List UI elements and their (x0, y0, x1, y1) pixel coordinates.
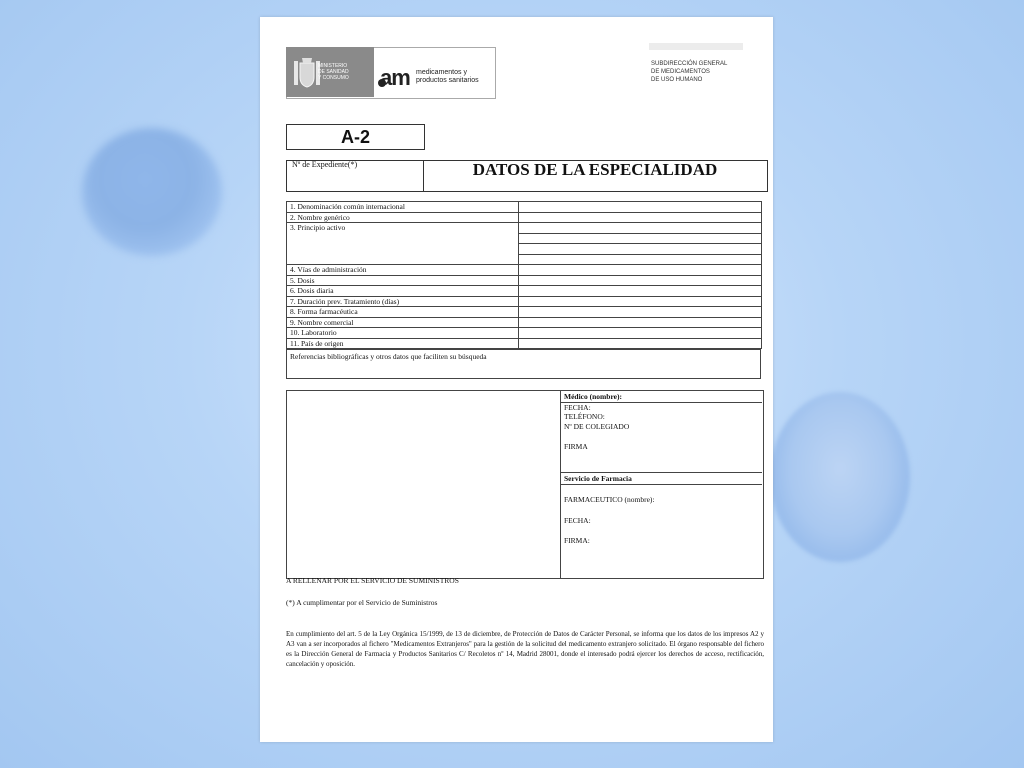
field-value[interactable] (519, 265, 762, 276)
table-row (287, 202, 762, 213)
pharmacy-signature[interactable]: FIRMA: (564, 536, 590, 545)
pharmacy-header: Servicio de Farmacia (564, 474, 632, 483)
field-value[interactable] (519, 296, 762, 307)
doctor-colegiado[interactable]: Nº DE COLEGIADO (564, 422, 630, 431)
references-box[interactable] (286, 349, 761, 379)
doctor-header: Médico (nombre): (564, 392, 622, 401)
divider (561, 402, 762, 403)
field-value[interactable] (519, 202, 762, 213)
field-value[interactable] (519, 286, 762, 297)
form-code: A-2 (286, 124, 425, 150)
field-value[interactable] (519, 233, 762, 244)
table-row (287, 223, 762, 234)
fill-note: A RELLENAR POR EL SERVICIO DE SUMINISTROS (286, 576, 459, 585)
specialty-fields-table (286, 201, 762, 349)
field-value[interactable] (519, 244, 762, 255)
form-document (260, 17, 773, 742)
doctor-date[interactable]: FECHA: (564, 403, 591, 412)
asterisk-note: (*) A cumplimentar por el Servicio de Suministros (286, 598, 438, 607)
field-value[interactable] (519, 254, 762, 265)
field-label: 10. Laboratorio (287, 328, 519, 339)
pharmacist-name[interactable]: FARMACEUTICO (nombre): (564, 495, 655, 504)
field-label: 4. Vías de administración (287, 265, 519, 276)
doctor-signature[interactable]: FIRMA (564, 442, 588, 451)
field-label: 5. Dosis (287, 275, 519, 286)
field-value[interactable] (519, 338, 762, 349)
table-row (287, 296, 762, 307)
form-title: DATOS DE LA ESPECIALIDAD (472, 160, 718, 179)
header-bar (649, 43, 743, 50)
field-value[interactable] (519, 328, 762, 339)
agency-logo-mark: am (380, 65, 410, 90)
divider (561, 484, 762, 485)
field-value[interactable] (519, 307, 762, 318)
expediente-label: Nº de Expediente(*) (292, 160, 358, 169)
divider (423, 160, 424, 191)
field-label: 7. Duración prev. Tratamiento (días) (287, 296, 519, 307)
field-label: 9. Nombre comercial (287, 317, 519, 328)
field-value[interactable] (519, 317, 762, 328)
field-value[interactable] (519, 275, 762, 286)
field-value[interactable] (519, 212, 762, 223)
subdirection-label: SUBDIRECCIÓN GENERAL DE MEDICAMENTOS DE USO HUMANO (651, 61, 728, 83)
field-label: 8. Forma farmacéutica (287, 307, 519, 318)
ministry-name: MINISTERIO DE SANIDAD Y CONSUMO (318, 63, 349, 81)
field-label: 1. Denominación común internacional (287, 202, 519, 213)
table-row (287, 212, 762, 223)
field-label: 11. País de origen (287, 338, 519, 349)
table-row (287, 265, 762, 276)
table-row (287, 307, 762, 318)
table-row (287, 275, 762, 286)
table-row (287, 338, 762, 349)
table-row (287, 286, 762, 297)
table-row (287, 328, 762, 339)
divider (561, 472, 762, 473)
pharmacy-date[interactable]: FECHA: (564, 516, 591, 525)
table-row (287, 317, 762, 328)
doctor-phone[interactable]: TELÉFONO: (564, 412, 605, 421)
references-label: Referencias bibliográficas y otros datos que faciliten su búsqueda (290, 352, 487, 361)
field-label: 2. Nombre genérico (287, 212, 519, 223)
field-label: 6. Dosis diaria (287, 286, 519, 297)
field-label: 3. Principio activo (287, 223, 519, 265)
field-value[interactable] (519, 223, 762, 234)
pill-photo-left (82, 128, 222, 256)
agency-name: medicamentos y productos sanitarios (416, 69, 479, 84)
legal-notice: En cumplimiento del art. 5 de la Ley Orgánica 15/1999, de 13 de diciembre, de Protección de Datos de Carácter Personal, se informa que los datos de los impresos A2 y A3 van a ser incorporados al fichero "Medicamentos Extranjeros" para la gestión de la solicitud del medicamento extranjero solicitado. El órgano responsable del fichero es la Dirección General de Farmacia y Productos Sanitarios C/ Recoletos nº 14, Madrid 28001, donde el interesado podrá ejercer los derechos de acceso, rectificación, cancelación y oposición. (286, 630, 764, 668)
pill-photo-right (770, 392, 910, 562)
